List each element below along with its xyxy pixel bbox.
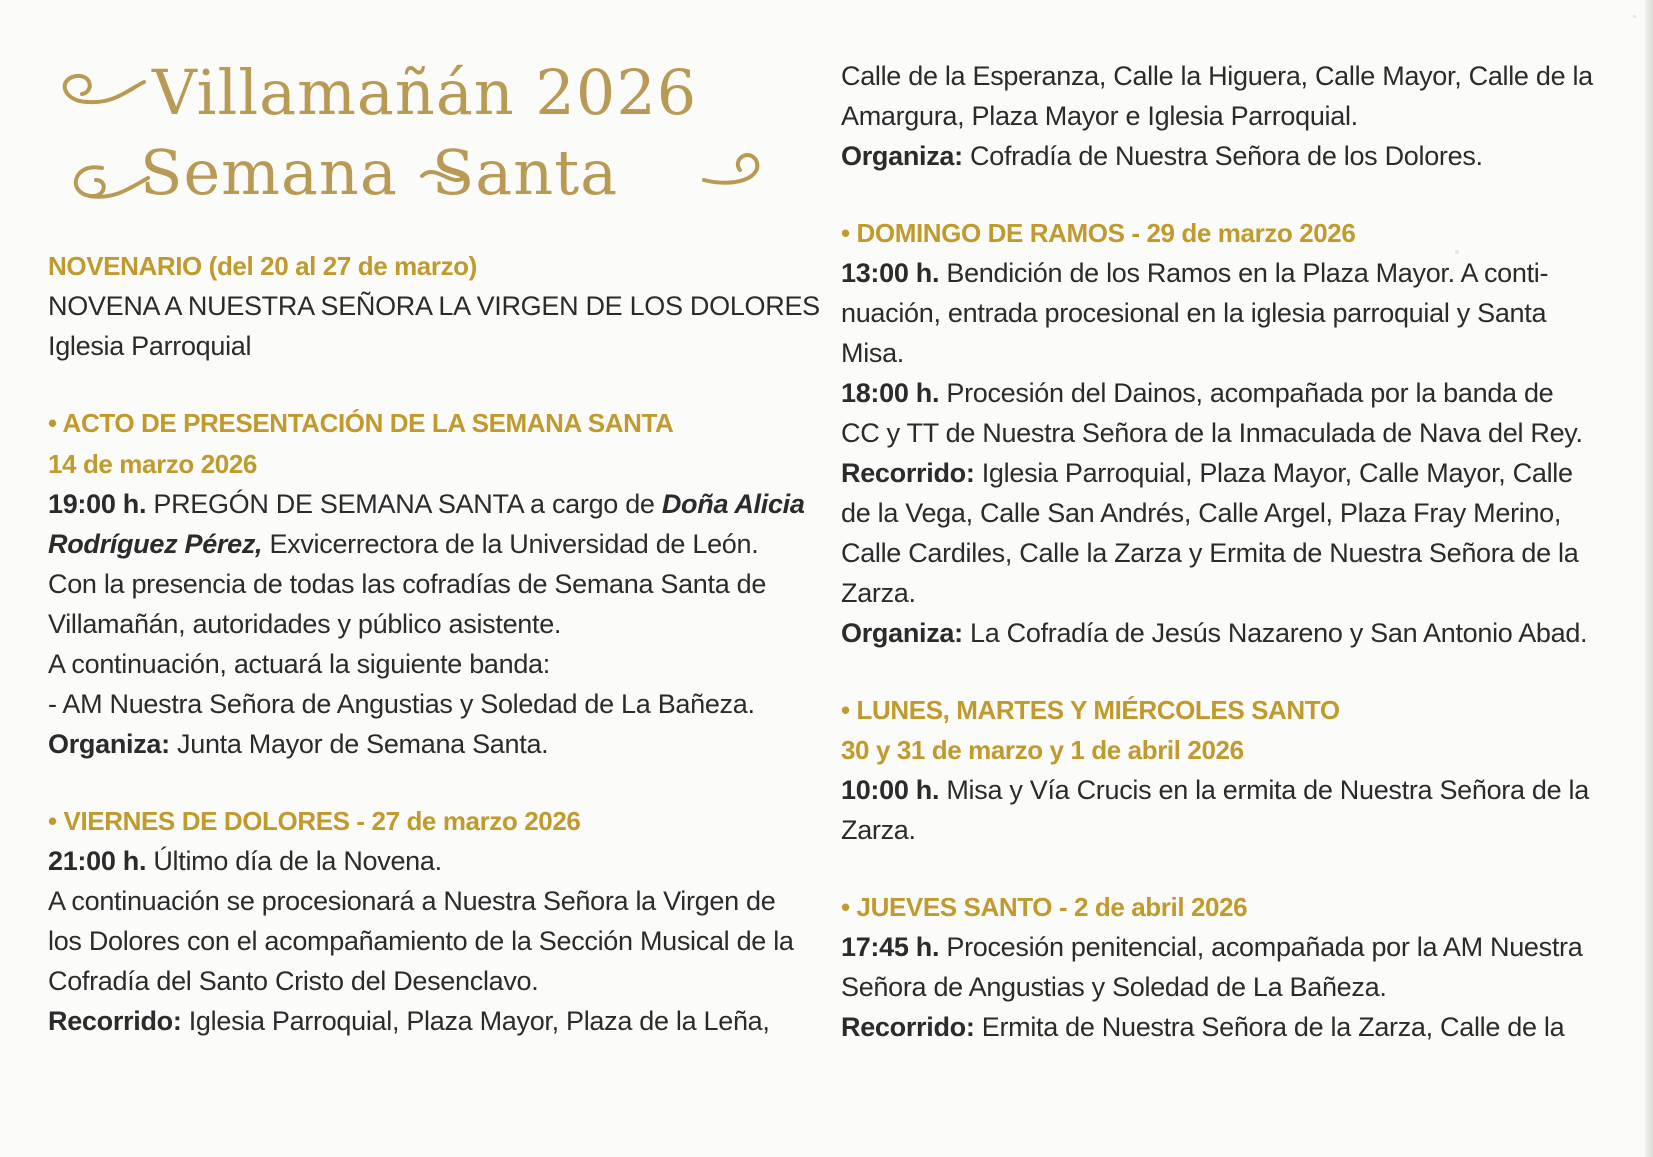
viernes-organiza-value: Cofradía de Nuestra Señora de los Dolores. <box>962 141 1483 171</box>
domingo-time-2: 18:00 h. <box>841 378 940 408</box>
jueves-line-1 <box>841 926 1582 968</box>
jueves-recorrido-label: Recorrido: <box>841 1012 975 1042</box>
lunes-line-1 <box>841 769 1589 811</box>
acto-speaker-first: Doña Alicia <box>661 489 805 519</box>
viernes-recorrido-label: Recorrido: <box>48 1006 182 1036</box>
jueves-recorrido-value: Ermita de Nuestra Señora de la Zarza, Calle de la <box>974 1012 1565 1042</box>
acto-date: 14 de marzo 2026 <box>48 449 257 479</box>
acto-organiza-value: Junta Mayor de Semana Santa. <box>169 729 549 759</box>
domingo-t2-text: Procesión del Dainos, acompañada por la banda de <box>939 378 1554 408</box>
domingo-time-1: 13:00 h. <box>841 258 940 288</box>
viernes-recorrido <box>48 1000 770 1042</box>
scan-speck <box>1633 15 1636 18</box>
domingo-t2-line-2: CC y TT de Nuestra Señora de la Inmaculada de Nava del Rey. <box>841 418 1583 448</box>
domingo-recorrido-label: Recorrido: <box>841 458 975 488</box>
domingo-t1-line-2: nuación, entrada procesional en la iglesia parroquial y Santa <box>841 298 1547 328</box>
acto-line-5: A continuación, actuará la siguiente banda: <box>48 649 550 679</box>
acto-heading: • ACTO DE PRESENTACIÓN DE LA SEMANA SANTA <box>48 408 674 438</box>
domingo-t1-line-1 <box>841 252 1548 294</box>
domingo-recorrido-line-3: Calle Cardiles, Calle la Zarza y Ermita de Nuestra Señora de la <box>841 538 1579 568</box>
acto-line-1 <box>48 483 805 525</box>
acto-cargo: a cargo de <box>522 489 662 519</box>
acto-line-6: - AM Nuestra Señora de Angustias y Soledad de La Bañeza. <box>48 689 755 719</box>
viernes-line-3: los Dolores con el acompañamiento de la Sección Musical de la <box>48 926 794 956</box>
novena-title: NOVENA A NUESTRA SEÑORA LA VIRGEN DE LOS DOLORES <box>48 291 820 321</box>
jueves-time: 17:45 h. <box>841 932 940 962</box>
domingo-recorrido-line-4: Zarza. <box>841 578 916 608</box>
viernes-recorrido-value: Iglesia Parroquial, Plaza Mayor, Plaza de la Leña, <box>181 1006 770 1036</box>
novena-location: Iglesia Parroquial <box>48 331 252 361</box>
viernes-line-4: Cofradía del Santo Cristo del Desenclavo. <box>48 966 539 996</box>
acto-line-2 <box>48 523 758 565</box>
domingo-recorrido-text: Iglesia Parroquial, Plaza Mayor, Calle Mayor, Calle <box>974 458 1573 488</box>
viernes-cont-organiza <box>841 135 1483 177</box>
jueves-line-2: Señora de Angustias y Soledad de La Bañeza. <box>841 972 1387 1002</box>
domingo-recorrido-line-1 <box>841 452 1573 494</box>
acto-organiza <box>48 723 548 765</box>
title-santa: Santa <box>431 136 619 209</box>
acto-time: 19:00 h. <box>48 489 147 519</box>
lunes-heading: • LUNES, MARTES Y MIÉRCOLES SANTO <box>841 695 1340 725</box>
title-semana: Semana <box>140 136 398 209</box>
domingo-organiza <box>841 612 1587 654</box>
title-block <box>44 50 784 225</box>
acto-line-4: Villamañán, autoridades y público asistente. <box>48 609 562 639</box>
lunes-text: Misa y Vía Crucis en la ermita de Nuestra Señora de la <box>939 775 1589 805</box>
title-line-1: Villamañán 2026 <box>152 56 698 129</box>
domingo-recorrido-line-2: de la Vega, Calle San Andrés, Calle Argel, Plaza Fray Merino, <box>841 498 1562 528</box>
viernes-heading: • VIERNES DE DOLORES - 27 de marzo 2026 <box>48 806 581 836</box>
page-edge <box>1645 0 1653 1157</box>
domingo-organiza-label: Organiza: <box>841 618 963 648</box>
jueves-text: Procesión penitencial, acompañada por la AM Nuestra <box>939 932 1583 962</box>
domingo-heading: • DOMINGO DE RAMOS - 29 de marzo 2026 <box>841 218 1356 248</box>
viernes-line-1 <box>48 840 442 882</box>
domingo-t1-text: Bendición de los Ramos en la Plaza Mayor. A conti- <box>939 258 1549 288</box>
lunes-time: 10:00 h. <box>841 775 940 805</box>
title-line-2 <box>140 136 618 209</box>
domingo-t2-line-1 <box>841 372 1553 414</box>
viernes-cont-line-1: Calle de la Esperanza, Calle la Higuera, Calle Mayor, Calle de la <box>841 61 1593 91</box>
domingo-t1-line-3: Misa. <box>841 338 905 368</box>
viernes-line-2: A continuación se procesionará a Nuestra Señora la Virgen de <box>48 886 776 916</box>
lunes-date: 30 y 31 de marzo y 1 de abril 2026 <box>841 735 1244 765</box>
acto-role: Exvicerrectora de la Universidad de León. <box>262 529 759 559</box>
jueves-recorrido <box>841 1006 1564 1048</box>
viernes-novena: Último día de la Novena. <box>146 846 442 876</box>
novenario-heading: NOVENARIO (del 20 al 27 de marzo) <box>48 251 477 281</box>
jueves-heading: • JUEVES SANTO - 2 de abril 2026 <box>841 892 1248 922</box>
viernes-time: 21:00 h. <box>48 846 147 876</box>
acto-organiza-label: Organiza: <box>48 729 170 759</box>
viernes-cont-line-2: Amargura, Plaza Mayor e Iglesia Parroquial. <box>841 101 1358 131</box>
acto-pregon: PREGÓN DE SEMANA SANTA <box>153 489 523 519</box>
viernes-organiza-label: Organiza: <box>841 141 963 171</box>
lunes-line-2: Zarza. <box>841 815 916 845</box>
acto-line-3: Con la presencia de todas las cofradías de Semana Santa de <box>48 569 767 599</box>
acto-speaker-last: Rodríguez Pérez, <box>48 529 263 559</box>
domingo-organiza-value: La Cofradía de Jesús Nazareno y San Antonio Abad. <box>962 618 1588 648</box>
